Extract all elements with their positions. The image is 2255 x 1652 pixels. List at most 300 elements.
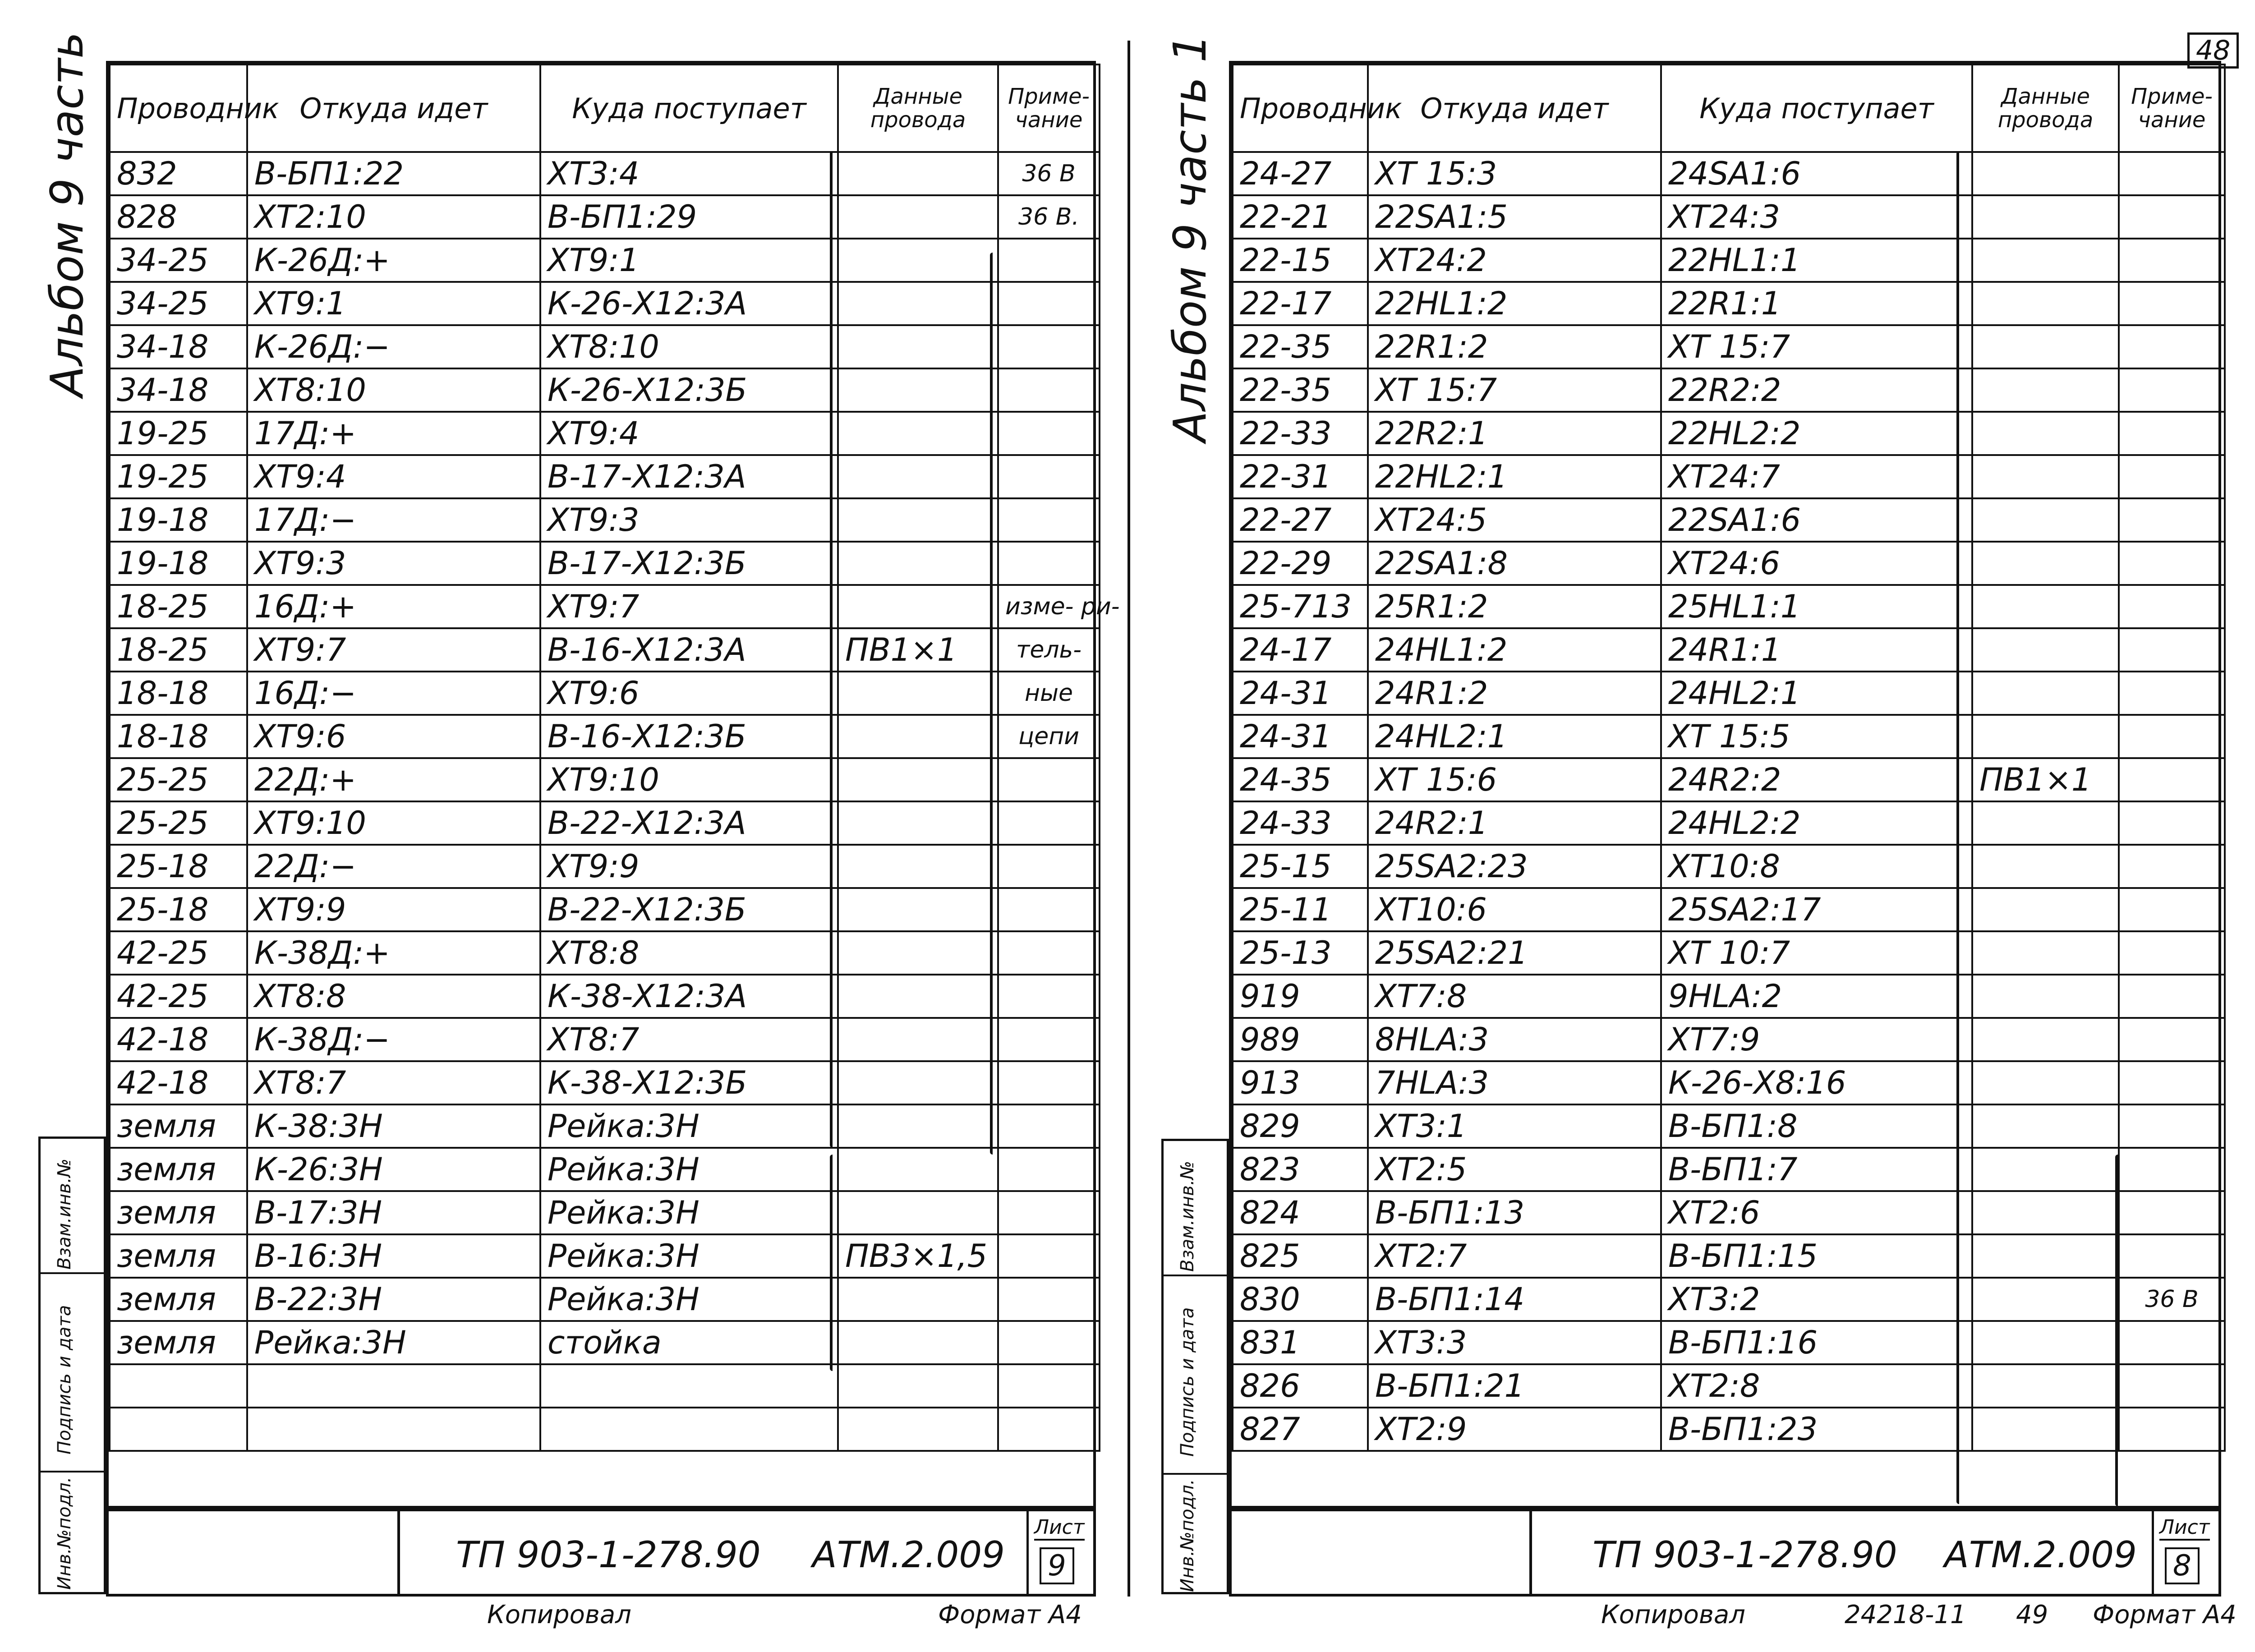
doc-number: АТМ.2.009 (812, 1534, 1005, 1576)
to-cell: ХТ9:10 (540, 758, 838, 801)
table-row (1233, 585, 2225, 628)
wire-id-cell (110, 1364, 247, 1408)
note-cell (2119, 931, 2225, 975)
wire-id-cell: земля (110, 1321, 247, 1364)
brace (2115, 1155, 2118, 1506)
note-cell: тель- (998, 628, 1100, 672)
sheet-box (2152, 1511, 2224, 1594)
from-cell: ХТ2:7 (1368, 1234, 1661, 1278)
to-cell: ХТ9:4 (540, 412, 838, 455)
wire-id-cell: 18-25 (110, 628, 247, 672)
note-cell (2119, 585, 2225, 628)
to-cell: ХТ9:3 (540, 498, 838, 542)
wire-data-cell (838, 1278, 998, 1321)
to-cell: ХТ2:8 (1661, 1364, 1972, 1408)
table-row (1233, 845, 2225, 888)
wire-data-cell (1972, 152, 2119, 195)
note-cell (998, 1018, 1100, 1061)
wire-data-cell (838, 672, 998, 715)
side-label: Подпись и дата (1177, 1307, 1198, 1457)
table-row (1233, 152, 2225, 195)
table-row (110, 585, 1100, 628)
wire-data-cell (838, 715, 998, 758)
to-cell: 24НL2:2 (1661, 801, 1972, 845)
table-row (110, 325, 1100, 368)
note-cell (998, 1234, 1100, 1278)
wire-data-cell (1972, 368, 2119, 412)
note-cell (2119, 1104, 2225, 1148)
wire-data-cell (1972, 542, 2119, 585)
wire-data-cell (1972, 1061, 2119, 1104)
table-row (110, 628, 1100, 672)
sheet-label: Лист (2159, 1516, 2210, 1541)
from-cell: 16Д:− (247, 672, 540, 715)
wire-id-cell: 18-18 (110, 672, 247, 715)
table-row (110, 542, 1100, 585)
to-cell (540, 1364, 838, 1408)
from-cell: ХТ 15:3 (1368, 152, 1661, 195)
from-cell: ХТ2:5 (1368, 1148, 1661, 1191)
table-row (1233, 672, 2225, 715)
order-number: 24218-11 (1845, 1600, 1966, 1629)
to-cell: ХТ3:4 (540, 152, 838, 195)
table-row (110, 975, 1100, 1018)
doc-number: АТМ.2.009 (1944, 1534, 2137, 1576)
col-header: Данные провода (1972, 64, 2119, 152)
corner-page-number: 48 (2187, 32, 2239, 69)
wire-id-cell: 824 (1233, 1191, 1368, 1234)
to-cell: В-БП1:23 (1661, 1408, 1972, 1451)
to-cell: 24R1:1 (1661, 628, 1972, 672)
wire-data-cell (1972, 195, 2119, 239)
note-cell (2119, 715, 2225, 758)
to-cell: Рейка:3Н (540, 1234, 838, 1278)
copied-label: Копировал (1601, 1600, 1745, 1629)
from-cell: ХТ8:7 (247, 1061, 540, 1104)
wire-data-cell (838, 412, 998, 455)
from-cell: ХТ2:10 (247, 195, 540, 239)
note-cell (2119, 195, 2225, 239)
wire-id-cell: 34-18 (110, 325, 247, 368)
wire-id-cell: 22-35 (1233, 325, 1368, 368)
to-cell: ХТ3:2 (1661, 1278, 1972, 1321)
note-cell: 36 В (998, 152, 1100, 195)
from-cell: 16Д:+ (247, 585, 540, 628)
note-cell (2119, 975, 2225, 1018)
col-header: Проводник (110, 64, 247, 152)
wire-data-cell (838, 888, 998, 931)
wire-data-cell (1972, 455, 2119, 498)
table-row (1233, 1321, 2225, 1364)
wire-id-cell: 19-25 (110, 455, 247, 498)
to-cell: 24SА1:6 (1661, 152, 1972, 195)
to-cell: Рейка:3Н (540, 1148, 838, 1191)
note-cell: 36 В (2119, 1278, 2225, 1321)
from-cell: 24НL1:2 (1368, 628, 1661, 672)
from-cell: К-26:3Н (247, 1148, 540, 1191)
wire-id-cell: 42-18 (110, 1061, 247, 1104)
wire-id-cell: 22-31 (1233, 455, 1368, 498)
table-row (1233, 1278, 2225, 1321)
wire-data-cell (838, 585, 998, 628)
wire-id-cell: 24-35 (1233, 758, 1368, 801)
wire-data-cell (1972, 1191, 2119, 1234)
to-cell: В-БП1:29 (540, 195, 838, 239)
note-cell (2119, 412, 2225, 455)
album-title: Альбом 9 часть (41, 32, 93, 397)
note-cell (2119, 672, 2225, 715)
note-cell: 36 В. (998, 195, 1100, 239)
wire-data-cell (838, 498, 998, 542)
title-block (106, 1509, 1096, 1597)
note-cell (998, 1191, 1100, 1234)
format-label: Формат А4 (2093, 1600, 2237, 1629)
table-row (110, 672, 1100, 715)
wire-table (106, 61, 1120, 1509)
wire-id-cell: 913 (1233, 1061, 1368, 1104)
from-cell: К-26Д:− (247, 325, 540, 368)
wire-data-cell (838, 368, 998, 412)
wire-id-cell: 22-15 (1233, 239, 1368, 282)
wire-id-cell: 829 (1233, 1104, 1368, 1148)
wire-id-cell (110, 1408, 247, 1451)
wire-data-cell (838, 975, 998, 1018)
from-cell: ХТ9:4 (247, 455, 540, 498)
wire-data-cell (838, 1148, 998, 1191)
note-cell (998, 801, 1100, 845)
wire-id-cell: 22-29 (1233, 542, 1368, 585)
from-cell: ХТ 15:6 (1368, 758, 1661, 801)
note-cell: изме- ри- (998, 585, 1100, 628)
sheet-number: 8 (2165, 1547, 2200, 1584)
note-cell: цепи (998, 715, 1100, 758)
wire-id-cell: 832 (110, 152, 247, 195)
wire-id-cell: 25-15 (1233, 845, 1368, 888)
to-cell: 24НL2:1 (1661, 672, 1972, 715)
table-row (110, 1278, 1100, 1321)
note-cell (2119, 1408, 2225, 1451)
wire-data-cell (838, 1408, 998, 1451)
to-cell: ХТ8:7 (540, 1018, 838, 1061)
center-divider (1128, 41, 1130, 1597)
to-cell: ХТ8:10 (540, 325, 838, 368)
from-cell: ХТ24:5 (1368, 498, 1661, 542)
wire-data-cell (1972, 412, 2119, 455)
to-cell: ХТ24:7 (1661, 455, 1972, 498)
to-cell: В-БП1:8 (1661, 1104, 1972, 1148)
note-cell (2119, 888, 2225, 931)
sheet-label: Лист (1034, 1516, 1085, 1541)
table-row (110, 239, 1100, 282)
note-cell (2119, 282, 2225, 325)
table-row (110, 758, 1100, 801)
to-cell: ХТ9:9 (540, 845, 838, 888)
col-header: Откуда идет (247, 64, 540, 152)
to-cell: В-БП1:7 (1661, 1148, 1972, 1191)
table-row (110, 715, 1100, 758)
from-cell: В-22:3Н (247, 1278, 540, 1321)
note-cell (2119, 845, 2225, 888)
to-cell: К-26-Х12:3Б (540, 368, 838, 412)
note-cell (2119, 152, 2225, 195)
table-row (110, 1018, 1100, 1061)
note-cell (998, 1408, 1100, 1451)
table-row (110, 801, 1100, 845)
wire-id-cell: земля (110, 1278, 247, 1321)
note-cell (998, 239, 1100, 282)
col-header: Проводник (1233, 64, 1368, 152)
wire-id-cell: 25-11 (1233, 888, 1368, 931)
wire-data-cell (838, 1061, 998, 1104)
note-cell (998, 1321, 1100, 1364)
wire-data-cell (1972, 888, 2119, 931)
wire-data-cell: ПВ1×1 (838, 628, 998, 672)
from-cell: В-БП1:13 (1368, 1191, 1661, 1234)
from-cell (247, 1408, 540, 1451)
note-cell (2119, 542, 2225, 585)
from-cell: Рейка:3Н (247, 1321, 540, 1364)
wire-data-cell (838, 542, 998, 585)
wire-data-cell (838, 455, 998, 498)
wire-data-cell (1972, 282, 2119, 325)
table-row (1233, 888, 2225, 931)
from-cell: 17Д:+ (247, 412, 540, 455)
wire-id-cell: 42-25 (110, 975, 247, 1018)
from-cell: В-БП1:14 (1368, 1278, 1661, 1321)
wire-id-cell: 22-27 (1233, 498, 1368, 542)
table-row (1233, 498, 2225, 542)
from-cell: 25SА2:23 (1368, 845, 1661, 888)
note-cell (998, 1278, 1100, 1321)
wire-data-cell (1972, 239, 2119, 282)
to-cell: ХТ10:8 (1661, 845, 1972, 888)
wire-data-cell (838, 325, 998, 368)
wire-id-cell: 19-25 (110, 412, 247, 455)
col-header: Куда поступает (1661, 64, 1972, 152)
from-cell: 25R1:2 (1368, 585, 1661, 628)
to-cell: В-22-Х12:3Б (540, 888, 838, 931)
from-cell: 7НLА:3 (1368, 1061, 1661, 1104)
table-row (1233, 1364, 2225, 1408)
wire-data-cell (1972, 1364, 2119, 1408)
note-cell (2119, 239, 2225, 282)
wire-data-cell (1972, 628, 2119, 672)
table-row (1233, 931, 2225, 975)
table-row (1233, 195, 2225, 239)
wire-id-cell: 25-13 (1233, 931, 1368, 975)
brace (990, 253, 993, 1155)
from-cell: ХТ8:10 (247, 368, 540, 412)
wire-data-cell (838, 195, 998, 239)
note-cell (998, 1104, 1100, 1148)
to-cell: ХТ9:7 (540, 585, 838, 628)
table-row (110, 1364, 1100, 1408)
from-cell (247, 1364, 540, 1408)
wire-id-cell: 24-33 (1233, 801, 1368, 845)
from-cell: 22НL1:2 (1368, 282, 1661, 325)
table-row (110, 1408, 1100, 1451)
wire-id-cell: 19-18 (110, 542, 247, 585)
format-label: Формат А4 (938, 1600, 1082, 1629)
wire-data-cell (838, 758, 998, 801)
table-row (1233, 282, 2225, 325)
wire-data-cell (1972, 325, 2119, 368)
table-row (1233, 1148, 2225, 1191)
from-cell: 22Д:+ (247, 758, 540, 801)
wire-data-cell (1972, 498, 2119, 542)
side-label: Подпись и дата (54, 1305, 75, 1454)
to-cell: 25SА2:17 (1661, 888, 1972, 931)
from-cell: 24R1:2 (1368, 672, 1661, 715)
note-cell (2119, 368, 2225, 412)
from-cell: ХТ2:9 (1368, 1408, 1661, 1451)
from-cell: 24R2:1 (1368, 801, 1661, 845)
note-cell (2119, 325, 2225, 368)
wire-id-cell: земля (110, 1234, 247, 1278)
from-cell: 22SА1:5 (1368, 195, 1661, 239)
table-row (110, 1321, 1100, 1364)
to-cell: В-17-Х12:3Б (540, 542, 838, 585)
side-label: Инв.№подл. (54, 1477, 75, 1590)
from-cell: ХТ9:10 (247, 801, 540, 845)
wire-id-cell: 828 (110, 195, 247, 239)
to-cell: 22НL2:2 (1661, 412, 1972, 455)
note-cell: ные (998, 672, 1100, 715)
side-stamp (1161, 1139, 1229, 1594)
table-row (1233, 628, 2225, 672)
from-cell: 22Д:− (247, 845, 540, 888)
wire-data-cell (1972, 801, 2119, 845)
from-cell: ХТ9:1 (247, 282, 540, 325)
wire-id-cell: 825 (1233, 1234, 1368, 1278)
table-row (110, 152, 1100, 195)
note-cell (998, 888, 1100, 931)
doc-code: ТП 903-1-278.90 (456, 1534, 761, 1576)
from-cell: ХТ9:9 (247, 888, 540, 931)
table-row (1233, 368, 2225, 412)
table-row (1233, 1104, 2225, 1148)
wire-id-cell: 42-25 (110, 931, 247, 975)
doc-code: ТП 903-1-278.90 (1592, 1534, 1897, 1576)
wire-id-cell: 25-18 (110, 845, 247, 888)
note-cell (998, 975, 1100, 1018)
from-cell: К-26Д:+ (247, 239, 540, 282)
note-cell (998, 1061, 1100, 1104)
from-cell: 8НLА:3 (1368, 1018, 1661, 1061)
sheet-box (1026, 1511, 1099, 1594)
to-cell: В-22-Х12:3А (540, 801, 838, 845)
to-cell: ХТ8:8 (540, 931, 838, 975)
wire-id-cell: 25-25 (110, 758, 247, 801)
to-cell: К-38-Х12:3Б (540, 1061, 838, 1104)
wire-data-cell (1972, 1234, 2119, 1278)
table-row (1233, 455, 2225, 498)
to-cell: К-26-Х8:16 (1661, 1061, 1972, 1104)
wire-data-cell (1972, 1408, 2119, 1451)
note-cell (2119, 1191, 2225, 1234)
to-cell: 22SА1:6 (1661, 498, 1972, 542)
from-cell: В-БП1:22 (247, 152, 540, 195)
table-row (1233, 325, 2225, 368)
to-cell: Рейка:3Н (540, 1191, 838, 1234)
from-cell: К-38Д:− (247, 1018, 540, 1061)
to-cell: ХТ9:1 (540, 239, 838, 282)
table-row (110, 195, 1100, 239)
from-cell: В-БП1:21 (1368, 1364, 1661, 1408)
to-cell: 9НLА:2 (1661, 975, 1972, 1018)
wire-data-cell (838, 239, 998, 282)
wire-data-cell (1972, 975, 2119, 1018)
note-cell (2119, 801, 2225, 845)
from-cell: ХТ24:2 (1368, 239, 1661, 282)
note-cell (2119, 1321, 2225, 1364)
from-cell: ХТ 15:7 (1368, 368, 1661, 412)
note-cell (998, 1364, 1100, 1408)
wire-id-cell: 919 (1233, 975, 1368, 1018)
table-row (110, 455, 1100, 498)
col-header: Данные провода (838, 64, 998, 152)
wire-data-cell (1972, 1148, 2119, 1191)
wire-id-cell: 823 (1233, 1148, 1368, 1191)
col-header: Куда поступает (540, 64, 838, 152)
side-label: Взам.инв.№ (1177, 1160, 1198, 1272)
table-row (110, 1061, 1100, 1104)
side-stamp (38, 1137, 106, 1594)
from-cell: 25SА2:21 (1368, 931, 1661, 975)
wire-id-cell: 24-17 (1233, 628, 1368, 672)
from-cell: 22SА1:8 (1368, 542, 1661, 585)
wire-id-cell: земля (110, 1148, 247, 1191)
note-cell (998, 931, 1100, 975)
to-cell: ХТ2:6 (1661, 1191, 1972, 1234)
from-cell: В-16:3Н (247, 1234, 540, 1278)
wire-data-cell (1972, 1104, 2119, 1148)
wire-id-cell: 24-27 (1233, 152, 1368, 195)
table-row (110, 412, 1100, 455)
brace (1956, 151, 1959, 1504)
note-cell (998, 1148, 1100, 1191)
to-cell: В-16-Х12:3Б (540, 715, 838, 758)
table-row (1233, 1191, 2225, 1234)
brace (830, 151, 833, 1148)
wire-id-cell: 24-31 (1233, 672, 1368, 715)
wire-data-cell (1972, 1018, 2119, 1061)
to-cell: В-16-Х12:3А (540, 628, 838, 672)
table-row (1233, 1408, 2225, 1451)
wire-id-cell: 34-18 (110, 368, 247, 412)
table-row (1233, 412, 2225, 455)
note-cell (998, 368, 1100, 412)
wire-data-cell (1972, 715, 2119, 758)
wire-data-cell (838, 931, 998, 975)
page-number: 49 (2016, 1600, 2048, 1629)
to-cell: ХТ24:6 (1661, 542, 1972, 585)
wire-data-cell (838, 801, 998, 845)
wire-id-cell: 18-25 (110, 585, 247, 628)
table-row (110, 498, 1100, 542)
wire-data-cell (1972, 845, 2119, 888)
to-cell: К-38-Х12:3А (540, 975, 838, 1018)
brace (830, 1155, 833, 1371)
to-cell: ХТ 15:5 (1661, 715, 1972, 758)
col-header: Приме- чание (2119, 64, 2225, 152)
table-row (1233, 1018, 2225, 1061)
note-cell (998, 325, 1100, 368)
from-cell: 22R2:1 (1368, 412, 1661, 455)
wire-data-cell (838, 1018, 998, 1061)
wire-data-cell (838, 845, 998, 888)
table-row (1233, 715, 2225, 758)
